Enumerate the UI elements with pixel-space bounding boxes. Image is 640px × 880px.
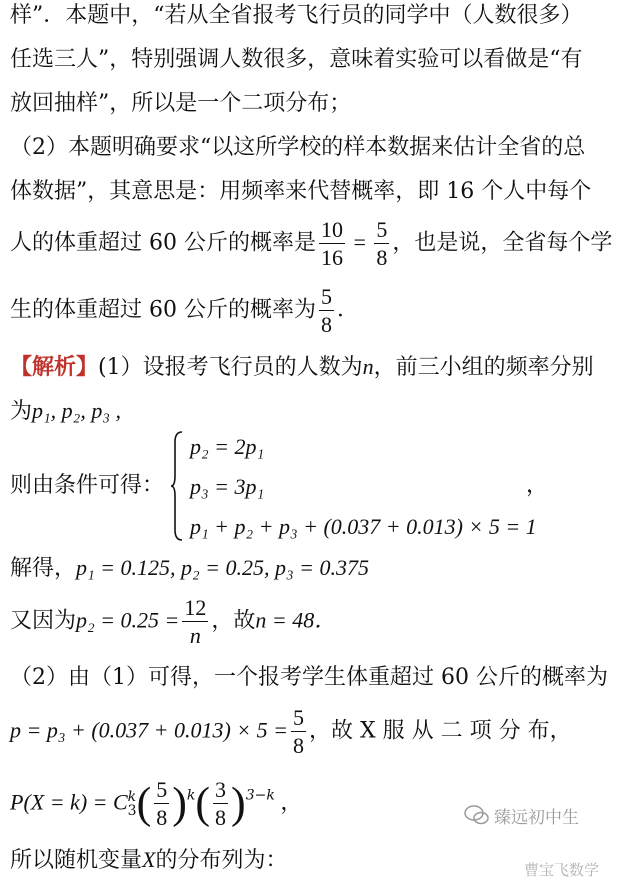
fraction-12-n <box>182 596 208 647</box>
fraction-numerator: 10 <box>319 218 345 244</box>
system-equation-1: p₂ = 2p₁ <box>190 434 265 459</box>
solved-values: p₁ = 0.125, p₂ = 0.25, p₃ = 0.375 <box>76 555 369 580</box>
left-paren: ( <box>195 778 211 828</box>
text-line-8 <box>10 355 632 380</box>
exponent-3-minus-k: 3−k <box>245 787 275 804</box>
text-segment: 又因为 <box>10 608 77 634</box>
text-segment: ，故 X 服 从 二 项 分 布， <box>309 718 572 744</box>
watermark-text-secondary: 曹宝飞数学 <box>524 860 600 879</box>
exponent-k: k <box>186 787 196 804</box>
fraction-5-8 <box>291 706 306 757</box>
wechat-icon <box>464 804 490 826</box>
probability-list: p₁, p₂, p₃ , <box>32 398 121 423</box>
text-segment: 人的体重超过 60 公斤的概率是 <box>10 230 316 256</box>
text-line-9 <box>10 399 632 424</box>
fraction-5-8 <box>374 218 389 269</box>
fraction-denominator: n <box>189 623 201 649</box>
fraction-denominator: 8 <box>320 312 332 338</box>
fraction-5-8 <box>319 285 334 336</box>
watermark-text: 臻远初中生 <box>494 807 579 828</box>
text-segment: 的分布列为： <box>155 848 288 873</box>
right-paren: ) <box>172 778 187 828</box>
fraction-denominator: 8 <box>293 733 305 759</box>
text-line-3: 放回抽样”，所以是一个二项分布； <box>10 91 352 116</box>
fraction-numerator: 5 <box>374 218 389 244</box>
fraction-10-16 <box>319 218 345 269</box>
system-equation-3: p₁ + p₂ + p₃ + (0.037 + 0.013) × 5 = 1 <box>190 514 537 539</box>
text-segment: ，也是说，全省每个学 <box>392 230 613 256</box>
fraction-3-8 <box>213 778 228 829</box>
text-line-4: （2）本题明确要求“以这所学校的样本数据来估计全省的总 <box>10 135 586 160</box>
p2-equation: p₂ = 0.25 = <box>76 607 180 633</box>
text-segment: ． <box>336 297 359 323</box>
watermark <box>464 800 634 830</box>
text-segment: 所以随机变量 <box>10 848 143 873</box>
fraction-denominator: 8 <box>156 805 168 831</box>
variable-X: X <box>142 847 156 872</box>
fraction-numerator: 3 <box>213 778 228 804</box>
comma: ， <box>526 473 549 498</box>
variable-n: n <box>362 354 374 379</box>
system-equation-2: p₃ = 3p₁ <box>190 474 265 499</box>
text-segment: ，前三小组的频率分别 <box>373 355 594 380</box>
binomial-superscript: k <box>127 788 137 805</box>
text-line-14 <box>10 706 632 757</box>
pmf-left: P(X = k) = C <box>10 789 128 815</box>
text-line-7 <box>10 285 632 336</box>
text-line-1: 样”．本题中，“若从全省报考飞行员的同学中（人数很多） <box>10 3 583 28</box>
text-segment: 解得， <box>10 556 77 581</box>
text-line-12 <box>10 596 632 647</box>
text-line-5: 体数据”，其意思是：用频率来代替概率，即 16 个人中每个 <box>10 179 592 204</box>
text-segment: 为 <box>10 399 33 424</box>
fraction-numerator: 5 <box>154 778 169 804</box>
text-segment: (1）设报考飞行员的人数为 <box>98 355 363 380</box>
left-paren: ( <box>136 778 152 828</box>
fraction-numerator: 12 <box>182 596 208 622</box>
binomial-indices <box>128 790 137 818</box>
text-line-6 <box>10 218 632 269</box>
comma: ， <box>274 789 303 815</box>
fraction-denominator: 16 <box>320 245 343 271</box>
text-line-2: 任选三人”，特别强调人数很多，意味着实验可以看做是“有 <box>10 47 583 72</box>
left-brace-icon <box>170 430 184 542</box>
analysis-tag: 【解析】 <box>10 354 99 380</box>
text-segment: ，故 <box>211 608 256 634</box>
text-line-11 <box>10 556 632 581</box>
text-line-13: （2）由（1）可得，一个报考学生体重超过 60 公斤的概率为 <box>10 665 608 690</box>
right-paren: ) <box>231 778 246 828</box>
p-equation: p = p₃ + (0.037 + 0.013) × 5 = <box>10 717 289 743</box>
fraction-numerator: 5 <box>319 285 334 311</box>
fraction-5-8 <box>154 778 169 829</box>
equals-sign: = <box>347 229 372 255</box>
watermark-secondary <box>524 860 634 878</box>
binomial-subscript: 3 <box>127 802 137 819</box>
n-equation: n = 48． <box>255 607 337 633</box>
text-line-10: 则由条件可得： <box>10 473 165 498</box>
text-segment: 生的体重超过 60 公斤的概率为 <box>10 297 316 323</box>
fraction-numerator: 5 <box>291 706 306 732</box>
fraction-denominator: 8 <box>376 245 388 271</box>
fraction-denominator: 8 <box>215 805 227 831</box>
